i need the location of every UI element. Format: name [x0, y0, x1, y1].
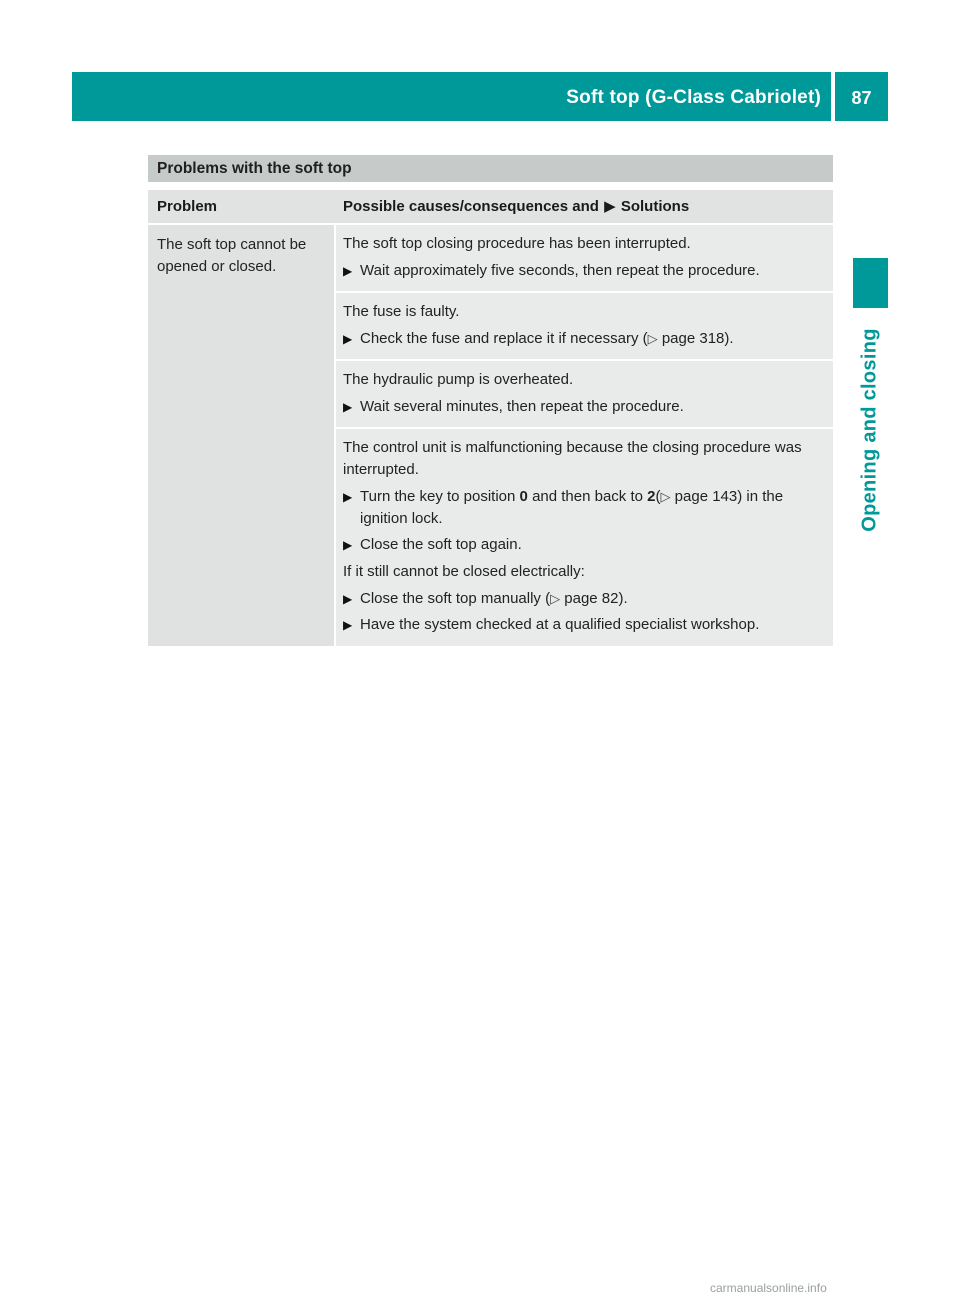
step-text: Close the soft top again. [360, 536, 522, 553]
step-text-end: ). [618, 590, 628, 607]
table-body [148, 225, 833, 646]
page-reference-arrow-icon: ▷ [660, 489, 671, 504]
step-text: Wait several minutes, then repeat the procedure. [360, 398, 684, 415]
play-triangle-icon: ▶ [343, 592, 353, 606]
header-solutions-text-b: Solutions [620, 198, 690, 215]
step-text: Turn the key to position [360, 488, 516, 505]
solutions-column [336, 225, 833, 646]
page-reference-arrow-icon: ▷ [647, 331, 658, 346]
site-watermark: carmanualsonline.info [710, 1281, 827, 1295]
play-triangle-icon: ▶ [343, 490, 353, 504]
page-reference-arrow-icon: ▷ [550, 591, 561, 606]
page-number: 87 [835, 72, 888, 121]
page-reference-link[interactable]: page 82 [564, 590, 619, 607]
play-triangle-icon: ▶ [604, 198, 616, 215]
header-solutions [336, 190, 833, 223]
play-triangle-icon: ▶ [343, 332, 353, 346]
step-text-end: ). [724, 330, 734, 347]
step-text: and then back to [532, 488, 643, 505]
table-title: Problems with the soft top [148, 155, 833, 182]
section-side-label-text: Opening and closing [858, 328, 881, 532]
step-text: Wait approximately five seconds, then repeat the procedure. [360, 262, 760, 279]
cause-text: The control unit is malfunctioning because the closing procedure was interrupted. [343, 439, 802, 478]
section-tab-marker [853, 258, 888, 308]
step-text-end: ) in the ignition lock. [360, 488, 784, 527]
solution-step [343, 328, 827, 350]
running-header-bar [72, 72, 831, 121]
cause-text: The hydraulic pump is overheated. [343, 371, 574, 388]
solution-step [343, 534, 827, 556]
play-triangle-icon: ▶ [343, 538, 353, 552]
key-position-2: 2 [647, 488, 656, 505]
key-position-0: 0 [519, 488, 528, 505]
problems-table [148, 155, 833, 646]
note-text: If it still cannot be closed electrically: [343, 563, 585, 580]
step-text: Have the system checked at a qualified specialist workshop. [360, 616, 760, 633]
header-solutions-text-a: Possible causes/consequences and [343, 198, 599, 215]
paren-open: ( [655, 488, 661, 505]
cause-row [336, 429, 833, 646]
solution-step [343, 614, 827, 636]
step-text: Check the fuse and replace it if necessary ( [360, 330, 648, 347]
cause-row [336, 225, 833, 291]
play-triangle-icon: ▶ [343, 400, 353, 414]
solution-step [343, 260, 827, 282]
page-reference-link[interactable]: page 318 [661, 330, 725, 347]
running-header-title: Soft top (G-Class Cabriolet) [566, 87, 821, 108]
cause-text: The fuse is faulty. [343, 303, 460, 320]
header-problem: Problem [157, 198, 218, 215]
solution-step [343, 396, 827, 418]
page-reference-link[interactable]: page 143 [674, 488, 738, 505]
play-triangle-icon: ▶ [343, 264, 353, 278]
problem-cell: The soft top cannot be opened or closed. [148, 225, 334, 646]
solution-step [343, 486, 827, 530]
cause-row [336, 361, 833, 427]
step-text: Close the soft top manually ( [360, 590, 551, 607]
solution-step [343, 588, 827, 610]
cause-row [336, 293, 833, 359]
table-header-row [148, 190, 833, 223]
play-triangle-icon: ▶ [343, 618, 353, 632]
cause-text: The soft top closing procedure has been interrupted. [343, 235, 691, 252]
